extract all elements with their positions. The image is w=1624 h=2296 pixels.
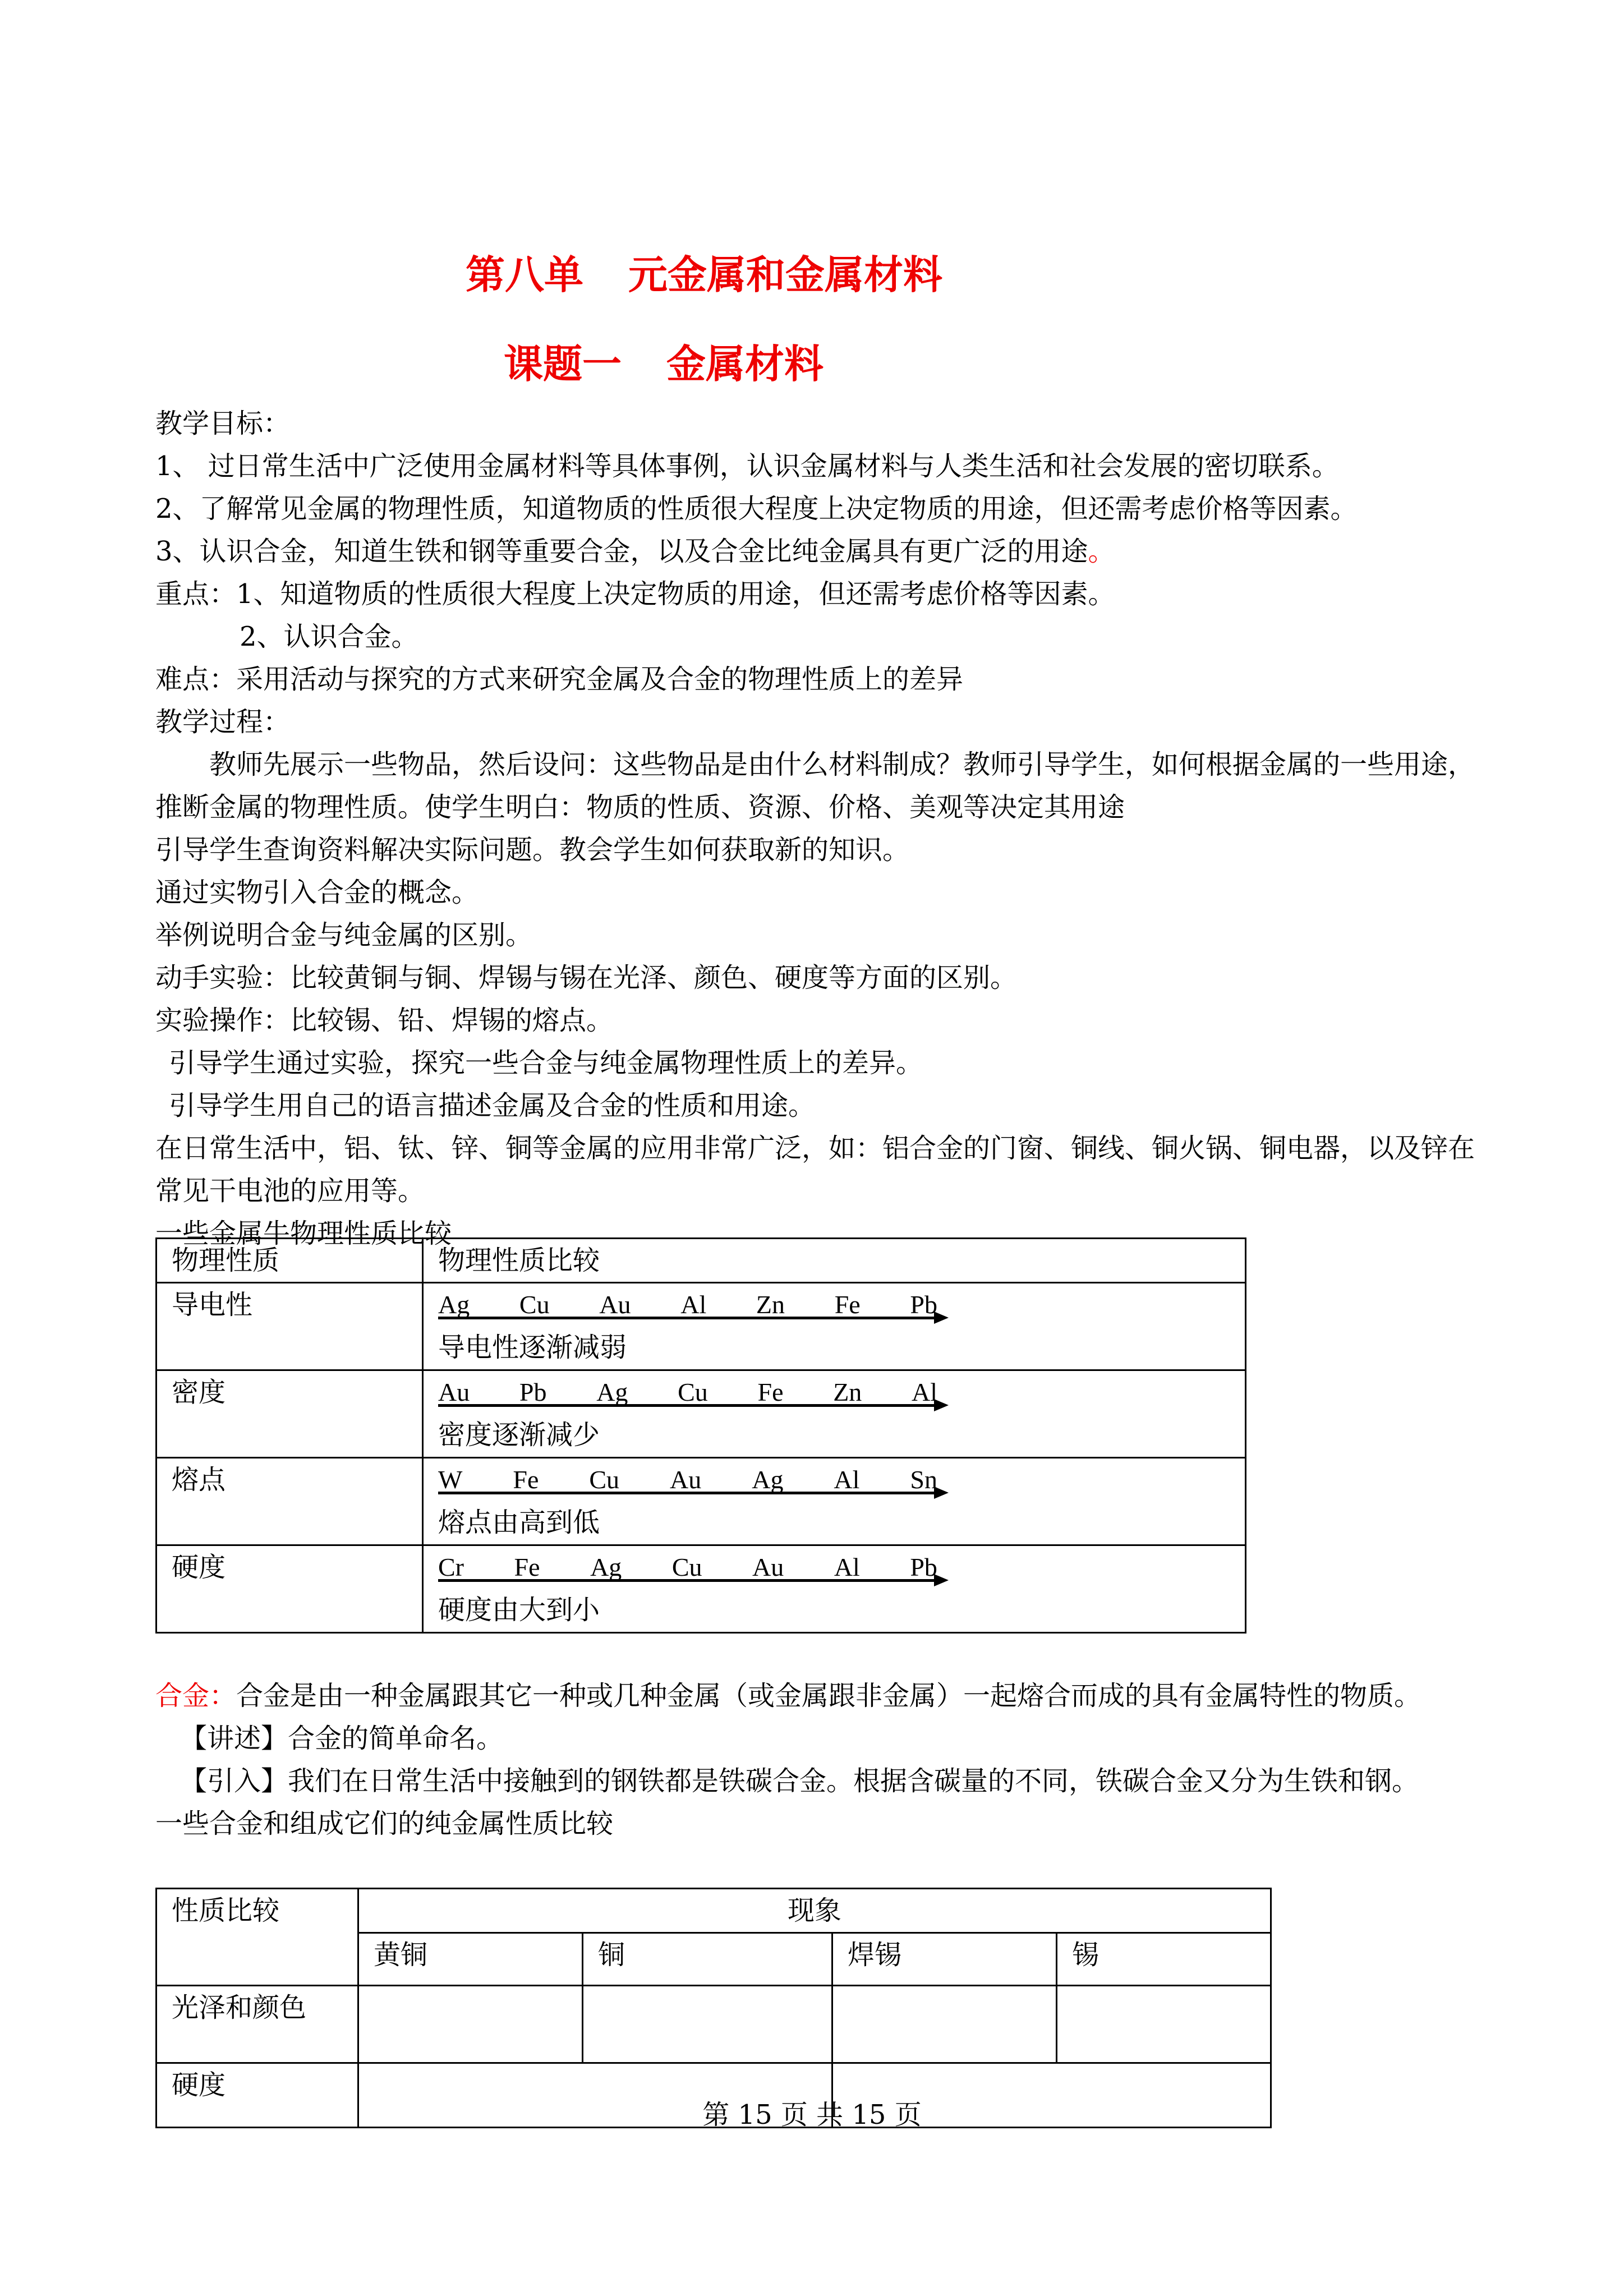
table-col-header: 铜 (583, 1933, 832, 1986)
metal-symbol: Fe (834, 1290, 861, 1319)
table-header-cell: 物理性质 (157, 1239, 423, 1283)
metal-symbol: Al (680, 1290, 707, 1319)
property-name: 熔点 (157, 1458, 423, 1545)
metal-sequence (438, 1546, 937, 1589)
alloy-definition-text: 合金是由一种金属跟其它一种或几种金属（或金属跟非金属）一起熔合而成的具有金属特性的物质。 (236, 1680, 1421, 1711)
process-intro: 教师先展示一些物品，然后设问：这些物品是由什么材料制成？教师引导学生，如何根据金属的一些用途，推断金属的物理性质。使学生明白：物质的性质、资源、价格、美观等决定其用途 (155, 749, 1475, 823)
lesson-body (155, 402, 1490, 1255)
table-header-row (157, 1239, 1246, 1283)
objective-3 (155, 530, 1490, 573)
arrow-right-icon (934, 1487, 949, 1499)
lesson-label: 课题一 (504, 341, 622, 387)
lesson-title (504, 339, 823, 389)
metal-symbol: Fe (757, 1378, 784, 1406)
metal-symbol: Al (834, 1465, 860, 1494)
metal-symbol: Ag (590, 1553, 622, 1581)
objective-3-period: 。 (1088, 536, 1115, 567)
metal-symbol: Fe (513, 1465, 539, 1494)
process-line-operation: 实验操作：比较锡、铅、焊锡的熔点。 (155, 1005, 614, 1036)
comparison-caption: 密度逐渐减少 (438, 1419, 600, 1451)
key-point-1: 重点：1、知道物质的性质很大程度上决定物质的用途，但还需考虑价格等因素。 (155, 578, 1115, 610)
arrow-line (438, 1579, 937, 1582)
arrow-line (438, 1492, 937, 1494)
process-heading: 教学过程： (155, 706, 291, 738)
difficulty: 难点：采用活动与探究的方式来研究金属及合金的物理性质上的差异 (155, 664, 964, 695)
property-name: 导电性 (157, 1283, 423, 1370)
metal-symbol: Fe (514, 1553, 540, 1581)
table-group-header: 现象 (358, 1889, 1271, 1933)
process-line-applications: 在日常生活中，铝、钛、锌、铜等金属的应用非常广泛，如：铝合金的门窗、铜线、铜火锅、铜电器，以及锌在常见干电池的应用等。 (155, 1133, 1475, 1207)
comparison-arrow (438, 1546, 937, 1589)
metal-symbol: Al (911, 1378, 937, 1406)
alloy-definition (155, 1674, 1490, 1717)
property-comparison (423, 1545, 1246, 1633)
metal-symbol: Au (670, 1465, 702, 1494)
key-point-2: 2、认识合金。 (240, 621, 418, 652)
objective-2: 2、了解常见金属的物理性质，知道物质的性质很大程度上决定物质的用途，但还需考虑价格等因素。 (155, 493, 1358, 524)
metal-symbol: Au (438, 1378, 470, 1406)
comparison-arrow (438, 1458, 937, 1501)
comparison-caption: 硬度由大到小 (438, 1594, 600, 1626)
metal-symbol: Pb (519, 1378, 547, 1406)
property-comparison (423, 1458, 1246, 1545)
metal-symbol: Au (752, 1553, 784, 1581)
arrow-right-icon (934, 1399, 949, 1411)
metal-sequence (438, 1371, 937, 1414)
alloy-section (155, 1674, 1490, 1845)
comparison-arrow (438, 1283, 937, 1326)
process-line-describe: 引导学生用自己的语言描述金属及合金的性质和用途。 (169, 1090, 816, 1121)
metal-symbol: Cu (678, 1378, 708, 1406)
arrow-right-icon (934, 1312, 949, 1324)
table-col-header: 黄铜 (358, 1933, 583, 1986)
table-corner-cell: 性质比较 (157, 1889, 358, 1986)
table-cell (832, 1986, 1057, 2063)
property-name: 密度 (157, 1370, 423, 1458)
property-comparison (423, 1283, 1246, 1370)
metal-symbol: Cr (438, 1553, 464, 1581)
metal-sequence (438, 1283, 937, 1326)
metal-symbol: Ag (596, 1378, 628, 1406)
table1-caption: 一些金属牛物理性质比较 (155, 1218, 452, 1249)
comparison-caption: 导电性逐渐减弱 (438, 1332, 627, 1363)
objective-1: 1、 过日常生活中广泛使用金属材料等具体事例，认识金属材料与人类生活和社会发展的密切联系。 (155, 450, 1339, 482)
unit-label: 第八单 (466, 251, 583, 298)
table-row (157, 1458, 1246, 1545)
table-row (157, 1370, 1246, 1458)
alloy-term: 合金 (155, 1680, 210, 1711)
metal-symbol: Cu (589, 1465, 620, 1494)
table-col-header: 锡 (1057, 1933, 1271, 1986)
metal-symbol: Zn (756, 1290, 785, 1319)
row-label: 硬度 (157, 2063, 358, 2128)
comparison-caption: 熔点由高到低 (438, 1507, 600, 1538)
process-line-example: 举例说明合金与纯金属的区别。 (155, 919, 533, 951)
metal-symbol: Au (599, 1290, 631, 1319)
property-name: 硬度 (157, 1545, 423, 1633)
row-label: 光泽和颜色 (157, 1986, 358, 2063)
metal-symbol: Zn (833, 1378, 862, 1406)
table-cell (358, 1986, 583, 2063)
metal-symbol: Cu (519, 1290, 550, 1319)
process-line-research: 引导学生查询资料解决实际问题。教会学生如何获取新的知识。 (155, 834, 910, 866)
table-cell (583, 1986, 832, 2063)
table-col-header: 焊锡 (832, 1933, 1057, 1986)
metal-symbol: Cu (671, 1553, 702, 1581)
arrow-line (438, 1404, 937, 1407)
table-row (157, 1545, 1246, 1633)
metal-symbol: Ag (752, 1465, 784, 1494)
table-row (157, 1283, 1246, 1370)
table-header-row (157, 1889, 1271, 1933)
objective-3-text: 3、认识合金，知道生铁和钢等重要合金，以及合金比纯金属具有更广泛的用途 (155, 536, 1088, 567)
arrow-line (438, 1317, 937, 1319)
metal-symbol: Pb (910, 1290, 937, 1319)
lesson-name: 金属材料 (666, 341, 823, 387)
alloy-intro: 【引入】我们在日常生活中接触到的钢铁都是铁碳合金。根据含碳量的不同，铁碳合金又分为生铁和钢。 (180, 1765, 1419, 1797)
metal-symbol: Pb (910, 1553, 937, 1581)
table-row (157, 1986, 1271, 2063)
physical-properties-table (155, 1237, 1246, 1634)
metal-symbol: W (438, 1465, 463, 1494)
table-cell (1057, 1986, 1271, 2063)
table-header-cell: 物理性质比较 (423, 1239, 1246, 1283)
metal-sequence (438, 1458, 937, 1501)
page-footer: 第 15 页 共 15 页 (702, 2099, 922, 2131)
objectives-heading: 教学目标： (155, 408, 291, 439)
unit-title (466, 250, 942, 300)
process-line-explore: 引导学生通过实验，探究一些合金与纯金属物理性质上的差异。 (169, 1047, 923, 1079)
metal-symbol: Al (834, 1553, 860, 1581)
process-line-hands-on: 动手实验：比较黄铜与铜、焊锡与锡在光泽、颜色、硬度等方面的区别。 (155, 962, 1018, 993)
alloy-compare-title: 一些合金和组成它们的纯金属性质比较 (155, 1808, 614, 1839)
metal-symbol: Sn (910, 1465, 937, 1494)
alloy-comparison-table (155, 1888, 1272, 2128)
alloy-colon: ： (209, 1680, 237, 1711)
property-comparison (423, 1370, 1246, 1458)
comparison-arrow (438, 1371, 937, 1414)
alloy-narrate: 【讲述】合金的简单命名。 (180, 1723, 504, 1754)
metal-symbol: Ag (438, 1290, 470, 1319)
process-line-concept: 通过实物引入合金的概念。 (155, 877, 479, 908)
arrow-right-icon (934, 1574, 949, 1586)
unit-name: 元金属和金属材料 (628, 251, 942, 298)
